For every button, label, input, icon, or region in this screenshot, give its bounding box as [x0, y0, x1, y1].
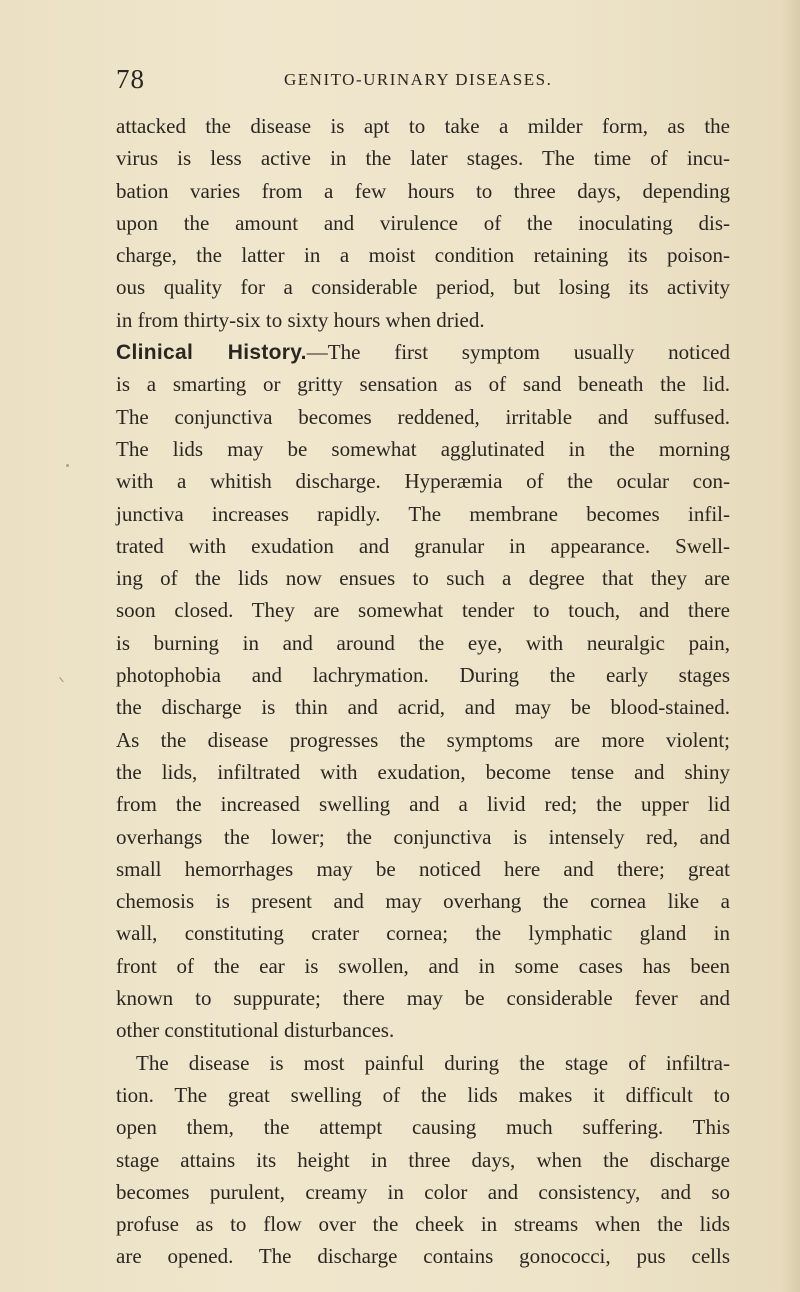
text-line: profuse as to flow over the cheek in streams when the lids [116, 1212, 730, 1237]
text-line: becomes purulent, creamy in color and consistency, and so [116, 1179, 730, 1204]
margin-speck [66, 464, 69, 467]
text-line: other constitutional disturbances. [116, 1018, 395, 1043]
text-line: are opened. The discharge contains gonococci, pus cells [116, 1244, 730, 1269]
text-line: known to suppurate; there may be considerable fever and [116, 986, 730, 1011]
text-line: is burning in and around the eye, with neuralgic pain, [116, 630, 730, 655]
text-line: the lids, infiltrated with exudation, become tense and shiny [116, 759, 730, 784]
running-head: GENITO-URINARY DISEASES. [284, 70, 553, 89]
text-line: overhangs the lower; the conjunctiva is intensely red, and [116, 824, 730, 849]
text-line: soon closed. They are somewhat tender to touch, and there [116, 598, 730, 623]
text-line: The disease is most painful during the stage of infiltra- [136, 1050, 730, 1075]
text-line: bation varies from a few hours to three days, depending [116, 178, 730, 203]
text-line: stage attains its height in three days, when the discharge [116, 1147, 730, 1172]
text-line: wall, constituting crater cornea; the lymphatic gland in [116, 921, 730, 946]
section-heading: Clinical History. [116, 341, 307, 365]
text-line: open them, the attempt causing much suffering. This [116, 1115, 730, 1140]
text-line: ing of the lids now ensues to such a degree that they are [116, 566, 730, 591]
text-line: chemosis is present and may overhang the cornea like a [116, 889, 730, 914]
text-line: trated with exudation and granular in appearance. Swell- [116, 533, 730, 558]
page-edge-shadow [782, 0, 800, 1292]
text-line: charge, the latter in a moist condition retaining its poison- [116, 243, 730, 268]
text-line: attacked the disease is apt to take a milder form, as the [116, 114, 730, 138]
text-line: is a smarting or gritty sensation as of sand beneath the lid. [116, 372, 730, 397]
page-number: 78 [116, 64, 145, 94]
text-line: upon the amount and virulence of the inoculating dis- [116, 210, 730, 235]
margin-mark [59, 672, 70, 682]
text-line: junctiva increases rapidly. The membrane becomes infil- [116, 501, 730, 526]
text-line: The conjunctiva becomes reddened, irritable and suffused. [116, 404, 730, 429]
body-text [116, 110, 730, 1273]
text-line: from the increased swelling and a livid red; the upper lid [116, 792, 730, 817]
text-run: —The first symptom usually noticed [306, 340, 730, 365]
text-line: small hemorrhages may be noticed here and there; great [116, 856, 730, 881]
text-line: The lids may be somewhat agglutinated in the morning [116, 436, 730, 461]
page-header [116, 64, 706, 94]
text-line: with a whitish discharge. Hyperæmia of the ocular con- [116, 469, 730, 494]
text-line: photophobia and lachrymation. During the early stages [116, 663, 730, 688]
text-line: As the disease progresses the symptoms are more violent; [116, 727, 730, 752]
text-line: the discharge is thin and acrid, and may be blood-stained. [116, 695, 730, 720]
text-line: front of the ear is swollen, and in some cases has been [116, 953, 730, 978]
text-line: tion. The great swelling of the lids makes it difficult to [116, 1082, 730, 1107]
text-line: in from thirty-six to sixty hours when dried. [116, 307, 485, 332]
section-heading-line [116, 336, 730, 368]
text-line: ous quality for a considerable period, but losing its activity [116, 275, 730, 300]
text-line: virus is less active in the later stages. The time of incu- [116, 146, 730, 171]
